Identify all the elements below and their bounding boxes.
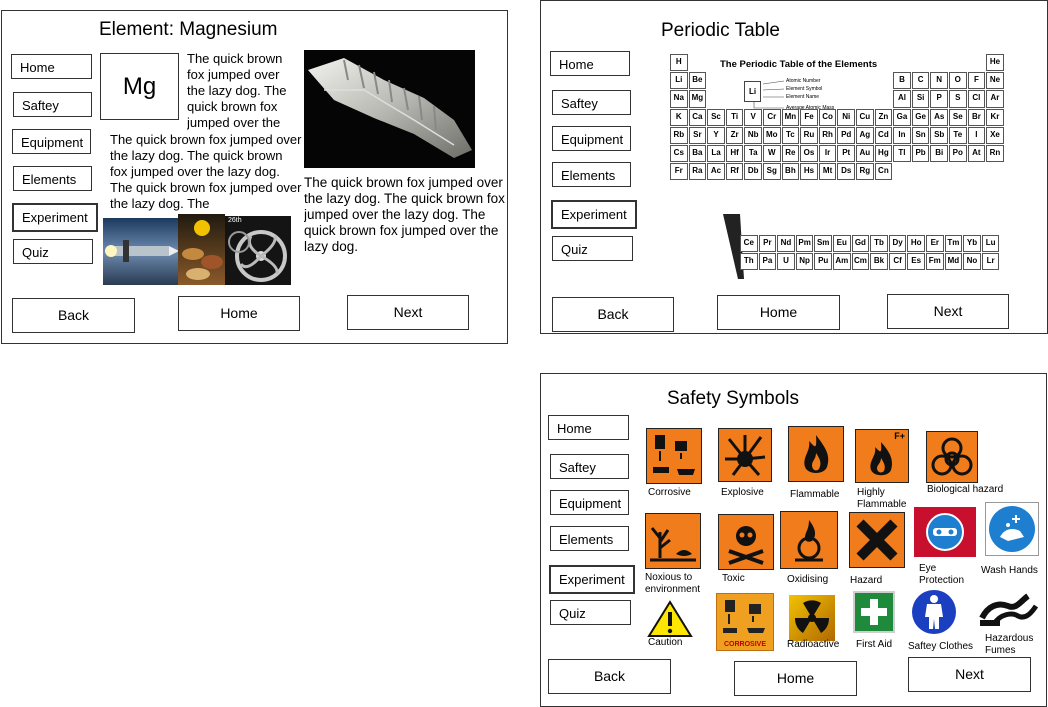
element-cell: Xe (986, 127, 1004, 144)
explosive-icon (718, 428, 772, 482)
hazardous-fumes-label: Hazardous Fumes (985, 633, 1034, 656)
element-cell: Y (707, 127, 725, 144)
wash-hands-label: Wash Hands (981, 565, 1038, 576)
element-cell: Bi (930, 145, 948, 162)
safety-symbols-panel (540, 373, 1047, 707)
alloy-wheel-image (225, 216, 291, 285)
element-cell: Cf (889, 253, 907, 270)
element-cell: Es (907, 253, 925, 270)
element-cell: Bk (870, 253, 888, 270)
element-cell: Pr (759, 235, 777, 252)
element-cell: Fm (926, 253, 944, 270)
element-cell: Cm (852, 253, 870, 270)
element-cell: Gd (852, 235, 870, 252)
nav-experiment[interactable]: Experiment (549, 565, 635, 594)
element-cell: Sn (912, 127, 930, 144)
nav-saftey[interactable]: Saftey (552, 90, 631, 115)
element-cell: Ds (837, 163, 855, 180)
home-button[interactable]: Home (717, 295, 840, 330)
element-cell: S (949, 90, 967, 107)
element-cell: F (968, 72, 986, 89)
element-cell: Na (670, 90, 688, 107)
element-cell: Au (856, 145, 874, 162)
element-cell: Re (782, 145, 800, 162)
element-cell: Tc (782, 127, 800, 144)
element-cell: Ac (707, 163, 725, 180)
element-cell: Rh (819, 127, 837, 144)
element-cell: Te (949, 127, 967, 144)
nav-quiz[interactable]: Quiz (550, 600, 631, 625)
hazard-label: Hazard (850, 575, 883, 586)
oxidising-icon (780, 511, 838, 569)
element-cell: Lr (982, 253, 1000, 270)
element-cell: Pa (759, 253, 777, 270)
side-text: The quick brown fox jumped over the lazy dog. The quick brown fox jumped over the lazy dog. The quick brown fox jumped over the lazy dog. (304, 175, 505, 254)
magnesium-crystal-image (304, 50, 475, 168)
element-cell: Hg (875, 145, 893, 162)
element-cell: Bh (782, 163, 800, 180)
element-cell: Cd (875, 127, 893, 144)
element-cell: Ho (907, 235, 925, 252)
element-cell: Pt (837, 145, 855, 162)
highly-flammable-badge: F+ (894, 431, 905, 441)
element-cell: C (912, 72, 930, 89)
element-cell: P (930, 90, 948, 107)
element-cell: Fe (800, 109, 818, 126)
element-cell: Ag (856, 127, 874, 144)
highly-flammable-label: Highly Flammable (857, 487, 907, 510)
nav-elements[interactable]: Elements (550, 526, 629, 551)
element-cell: Ar (986, 90, 1004, 107)
page-title: Safety Symbols (667, 388, 799, 409)
home-button[interactable]: Home (734, 661, 857, 696)
nav-home[interactable]: Home (548, 415, 629, 440)
element-cell: Be (689, 72, 707, 89)
element-cell: Rf (726, 163, 744, 180)
element-cell: Rb (670, 127, 688, 144)
element-cell: Er (926, 235, 944, 252)
element-cell: Pu (814, 253, 832, 270)
element-cell: Tl (893, 145, 911, 162)
toxic-icon (718, 514, 774, 570)
eye-protection-icon (914, 507, 976, 557)
element-cell: Nd (777, 235, 795, 252)
highly-flammable-icon (855, 429, 909, 483)
element-cell: Db (744, 163, 762, 180)
element-cell: Ir (819, 145, 837, 162)
element-cell: I (968, 127, 986, 144)
element-cell: Th (740, 253, 758, 270)
element-cell: Mo (763, 127, 781, 144)
rocket-image (103, 218, 179, 285)
nav-elements[interactable]: Elements (13, 166, 92, 191)
explosive-label: Explosive (721, 487, 764, 498)
element-cell: Ne (986, 72, 1004, 89)
legend-element-name: Element Name (786, 94, 820, 100)
element-cell: V (744, 109, 762, 126)
element-cell: Nb (744, 127, 762, 144)
next-button[interactable]: Next (887, 294, 1009, 329)
element-cell: Ru (800, 127, 818, 144)
element-cell: Am (833, 253, 851, 270)
nav-experiment[interactable]: Experiment (551, 200, 637, 229)
element-cell: U (777, 253, 795, 270)
element-cell: He (986, 54, 1004, 71)
nav-equipment[interactable]: Equipment (550, 490, 629, 515)
flammable-label: Flammable (790, 489, 840, 500)
periodic-table-image (668, 49, 1007, 282)
corrosive-icon (646, 428, 702, 484)
legend-element-symbol: Element Symbol (786, 86, 823, 92)
element-cell: Ga (893, 109, 911, 126)
legend-atomic-number: Atomic Number (786, 78, 821, 84)
flammable-icon (788, 426, 844, 482)
element-cell: H (670, 54, 688, 71)
element-cell: Co (819, 109, 837, 126)
element-cell: As (930, 109, 948, 126)
element-cell: Po (949, 145, 967, 162)
safety-clothes-icon (911, 589, 957, 635)
element-cell: Fr (670, 163, 688, 180)
nav-home[interactable]: Home (11, 54, 92, 79)
safety-clothes-label: Saftey Clothes (908, 641, 974, 652)
next-button[interactable]: Next (908, 657, 1031, 692)
element-cell: Se (949, 109, 967, 126)
element-cell: At (968, 145, 986, 162)
periodic-table-panel (540, 0, 1048, 334)
nav-experiment[interactable]: Experiment (12, 203, 98, 232)
nav-quiz[interactable]: Quiz (13, 239, 93, 264)
back-button[interactable]: Back (552, 297, 674, 332)
back-button[interactable]: Back (548, 659, 671, 694)
element-cell: Np (796, 253, 814, 270)
first-aid-icon (853, 591, 895, 633)
element-cell: Ge (912, 109, 930, 126)
element-cell: Ta (744, 145, 762, 162)
element-cell: Mn (782, 109, 800, 126)
back-button[interactable]: Back (12, 298, 135, 333)
nav-home[interactable]: Home (550, 51, 630, 76)
element-cell: Rg (856, 163, 874, 180)
element-cell: Kr (986, 109, 1004, 126)
element-cell: Dy (889, 235, 907, 252)
wash-hands-icon (985, 502, 1039, 556)
page-title: Periodic Table (661, 20, 781, 41)
element-cell: Pm (796, 235, 814, 252)
element-cell: Eu (833, 235, 851, 252)
element-cell: Hs (800, 163, 818, 180)
element-cell: Zn (875, 109, 893, 126)
radioactive-icon (789, 595, 835, 641)
oxidising-label: Oxidising (787, 574, 829, 585)
toxic-label: Toxic (722, 573, 745, 584)
nav-quiz[interactable]: Quiz (552, 236, 633, 261)
hazard-icon (849, 512, 905, 568)
element-cell: Al (893, 90, 911, 107)
element-cell: Mg (689, 90, 707, 107)
element-cell: Cs (670, 145, 688, 162)
legend-symbol: Li (748, 87, 757, 96)
element-cell: B (893, 72, 911, 89)
element-cell: Sm (814, 235, 832, 252)
poster-label: 26th (228, 217, 242, 224)
food-image (178, 214, 225, 285)
element-cell: Cu (856, 109, 874, 126)
element-cell: Mt (819, 163, 837, 180)
element-cell: N (930, 72, 948, 89)
environment-label: Noxious to environment (645, 572, 701, 595)
caution-icon (647, 600, 693, 638)
page-title: Element: Magnesium (99, 19, 278, 40)
first-aid-label: First Aid (856, 639, 893, 650)
element-cell: Tb (870, 235, 888, 252)
element-cell: Li (670, 72, 688, 89)
element-cell: Ra (689, 163, 707, 180)
corrosive-warning-icon (716, 593, 774, 651)
periodic-table-title: The Periodic Table of the Elements (720, 59, 878, 70)
nav-equipment[interactable]: Equipment (552, 126, 631, 151)
biohazard-label: Biological hazard (927, 484, 1004, 495)
nav-equipment[interactable]: Equipment (12, 129, 91, 154)
corrosive-label: Corrosive (648, 487, 691, 498)
corrosive-badge: CORROSIVE (723, 641, 766, 648)
environment-icon (645, 513, 701, 569)
eye-protection-label: Eye Protection (919, 563, 965, 586)
element-cell: Ce (740, 235, 758, 252)
element-cell: K (670, 109, 688, 126)
element-cell: Os (800, 145, 818, 162)
element-cell: La (707, 145, 725, 162)
nav-saftey[interactable]: Saftey (550, 454, 629, 479)
element-cell: W (763, 145, 781, 162)
nav-saftey[interactable]: Saftey (13, 92, 92, 117)
element-cell: Cn (875, 163, 893, 180)
element-symbol-box (100, 53, 179, 120)
element-cell: Si (912, 90, 930, 107)
element-cell: Pb (912, 145, 930, 162)
element-cell: Sb (930, 127, 948, 144)
element-cell: O (949, 72, 967, 89)
element-cell: In (893, 127, 911, 144)
element-cell: Ca (689, 109, 707, 126)
element-cell: Lu (982, 235, 1000, 252)
home-button[interactable]: Home (178, 296, 300, 331)
intro-text: The quick brown fox jumped over the lazy dog. The quick brown fox jumped over the (187, 51, 287, 130)
element-symbol: Mg (122, 73, 157, 100)
element-cell: Cr (763, 109, 781, 126)
element-cell: Tm (945, 235, 963, 252)
magnesium-panel (1, 10, 508, 344)
element-cell: Yb (963, 235, 981, 252)
element-cell: No (963, 253, 981, 270)
element-cell: Zr (726, 127, 744, 144)
biohazard-icon (926, 431, 978, 483)
nav-elements[interactable]: Elements (552, 162, 631, 187)
element-cell: Br (968, 109, 986, 126)
body-text: The quick brown fox jumped over the lazy dog. The quick brown fox jumped over the lazy dog. The quick brown fox jumped over the lazy dog. The (110, 132, 302, 211)
radioactive-label: Radioactive (787, 639, 840, 650)
element-cell: Sg (763, 163, 781, 180)
hazardous-fumes-icon (978, 588, 1040, 628)
element-cell: Rn (986, 145, 1004, 162)
element-cell: Sr (689, 127, 707, 144)
caution-label: Caution (648, 637, 683, 648)
element-cell: Md (945, 253, 963, 270)
element-cell: Ba (689, 145, 707, 162)
element-cell: Pd (837, 127, 855, 144)
element-cell: Hf (726, 145, 744, 162)
element-cell: Cl (968, 90, 986, 107)
element-cell: Sc (707, 109, 725, 126)
element-cell: Ti (726, 109, 744, 126)
element-cell: Ni (837, 109, 855, 126)
next-button[interactable]: Next (347, 295, 469, 330)
